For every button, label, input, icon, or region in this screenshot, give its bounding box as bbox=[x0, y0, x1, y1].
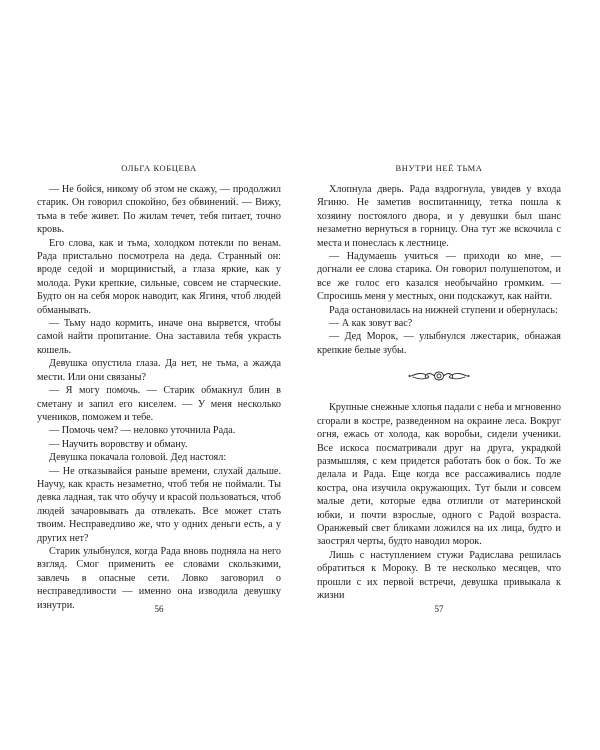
paragraph: — Тьму надо кормить, иначе она вырвется, чтобы самой найти пропитание. Она заставила тебя украсть кошель. bbox=[37, 318, 281, 356]
left-page bbox=[37, 0, 281, 750]
paragraph: Девушка покачала головой. Дед настоял: bbox=[49, 452, 227, 464]
paragraph: Крупные снежные хлопья падали с неба и мгновенно сгорали в костре, разведенном на окраине леса. Вокруг огня, ежась от холода, как воробьи, сидели ученики. Все искоса посматривали друг на друга, украдкой размышляя, с кем придется работать бок о бок. То же делала и Рада. Еще когда все рассаживались подле костра, она изучила окружающих. Тут были и совсем малые дети, которые едва отлипли от материнской юбки, и почти взрослые, одного с Радой возраста. Оранжевый свет бликами ложился на их лица, будто и заострял черты, будто наводил морок. bbox=[317, 402, 561, 548]
paragraph: Его слова, как и тьма, холодком потекли по венам. Рада пристально посмотрела на деда. Странный он: вроде седой и морщинистый, а глаза яркие, как у молода. Руки крепкие, сильные, совсем не старческие. Будто он на себя морок наводит, как Ягиня, чтоб людей обманывать. bbox=[37, 237, 281, 316]
paragraph: — Не отказывайся раньше времени, слухай дальше. Научу, как красть незаметно, чтоб тебя не поймали. Ты девка ладная, так что обучу и красой пользоваться, чтоб людей зачаровывать да отвлекать. Все может стать твоим. Несправедливо же, что у одних деньги есть, а у других нет? bbox=[37, 465, 281, 544]
paragraph: — Помочь чем? — неловко уточнила Рада. bbox=[49, 425, 236, 437]
running-head-author: ОЛЬГА КОБЦЕВА bbox=[121, 163, 197, 173]
paragraph: — Не бойся, никому об этом не скажу, — продолжил старик. Он говорил спокойно, без обвинений. — Вижу, тьма в тебе живет. По жилам течет, тебя питает, точно кровь. bbox=[37, 184, 281, 236]
right-page bbox=[317, 0, 561, 750]
paragraph: Хлопнула дверь. Рада вздрогнула, увидев у входа Ягиню. Не заметив воспитанницу, тетка пошла к хозяину постоялого двора, и у девушки был шанс незаметно вернуться в горницу. Она тут же вскочила с места и понеслась к лестнице. bbox=[317, 184, 561, 249]
page-number-left: 56 bbox=[154, 604, 164, 614]
paragraph: — Дед Морок, — улыбнулся лжестарик, обнажая крепкие белые зубы. bbox=[317, 331, 561, 356]
paragraph: — Научить воровству и обману. bbox=[49, 438, 188, 450]
right-page-text bbox=[317, 183, 561, 602]
paragraph: — Я могу помочь. — Старик обмакнул блин в сметану и запил его киселем. — У меня несколько учеников, поможем и тебе. bbox=[37, 385, 281, 423]
page-number-right: 57 bbox=[434, 604, 444, 614]
paragraph: Старик улыбнулся, когда Рада вновь подняла на него взгляд. Смог применить ее словами скользкими, завлечь в опасные сети. Ловко заговорил о несправедливости — именно она изводила девушку изнутри. bbox=[37, 545, 281, 611]
paragraph: Рада остановилась на нижней ступени и обернулась: bbox=[329, 304, 558, 316]
paragraph: Лишь с наступлением стужи Радислава решилась обратиться к Мороку. В те несколько месяцев, что прошли с их первой встречи, девушка привыкала к жизни bbox=[317, 549, 561, 601]
decorative-flourish-icon bbox=[407, 369, 471, 383]
paragraph: — А как зовут вас? bbox=[329, 318, 413, 330]
paragraph: Девушка опустила глаза. Да нет, не тьма, а жажда мести. Или они связаны? bbox=[37, 358, 281, 383]
left-page-text bbox=[37, 183, 281, 612]
paragraph: — Надумаешь учиться — приходи ко мне, — догнали ее слова старика. Он говорил полушепотом, и все же голос его казался необычайно громким. — Спросишь меня у местных, они подскажут, как найти. bbox=[317, 251, 561, 303]
running-head-title: ВНУТРИ НЕЁ ТЬМА bbox=[395, 163, 483, 173]
